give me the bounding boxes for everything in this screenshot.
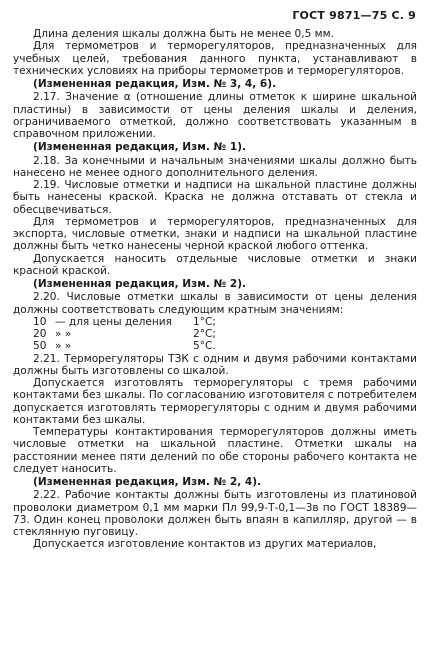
multiples-table bbox=[33, 316, 243, 353]
body-text bbox=[13, 28, 417, 551]
table-row bbox=[33, 316, 243, 328]
table-cell-result: 2°С; bbox=[193, 328, 216, 340]
amendment-note: (Измененная редакция, Изм. № 2). bbox=[33, 278, 247, 290]
table-cell-value: 10 bbox=[33, 315, 47, 328]
paragraph: Длина деления шкалы должна быть не менее 0,5 мм. bbox=[33, 28, 334, 40]
table-cell-value: 20 bbox=[33, 328, 47, 340]
table-row bbox=[33, 328, 243, 340]
amendment-note: (Измененная редакция, Изм. № 3, 4, 6). bbox=[33, 78, 277, 90]
paragraph: 2.18. За конечными и начальным значениями шкалы должно быть нанесено не менее одного дополнительного деления. bbox=[13, 154, 417, 179]
amendment-note: (Измененная редакция, Изм. № 2, 4). bbox=[33, 476, 262, 488]
amendment-note: (Измененная редакция, Изм. № 1). bbox=[33, 141, 247, 154]
table-cell-separator: » » bbox=[55, 328, 72, 340]
paragraph: 2.21. Терморегуляторы ТЗК с одним и двумя рабочими контактами должны быть изготовлены со шкалой. bbox=[13, 352, 417, 377]
paragraph: Для термометров и терморегуляторов, предназначенных для учебных целей, требования данного пункта, устанавливают в технических условиях на приборы термометров и терморегуляторов. bbox=[13, 40, 417, 77]
table-cell-result: 1°С; bbox=[193, 315, 216, 328]
paragraph: 2.17. Значение α (отношение длины отметок к ширине шкальной пластины) в зависимости от цены деления шкалы и деления, ограничиваемого отметкой, должно соответствовать указанным в справочном приложении. bbox=[13, 91, 417, 140]
table-cell-separator: — для цены деления bbox=[55, 315, 172, 328]
table-row bbox=[33, 340, 243, 352]
paragraph: 2.22. Рабочие контакты должны быть изготовлены из платиновой проволоки диаметром 0,1 мм марки Пл 99,9-Т-0,1—3в по ГОСТ 18389—73. Один конец проволоки должен быть впаян в капилляр, другой — в стеклянную пуговицу. bbox=[13, 489, 417, 538]
paragraph: Допускается изготовлять терморегуляторы с тремя рабочими контактами без шкалы. По согласованию изготовителя с потребителем допускается изготовлять терморегуляторы с одним и двумя рабочими контактами без шкалы. bbox=[13, 377, 417, 426]
paragraph: 2.19. Числовые отметки и надписи на шкальной пластине должны быть нанесены краской. Краска не должна отставать от стекла и обесцвечиваться. bbox=[13, 179, 417, 216]
paragraph: Для термометров и терморегуляторов, предназначенных для экспорта, числовые отметки, знаки и надписи на шкальной пластине должны быть четко нанесены черной краской любого оттенка. bbox=[13, 215, 417, 253]
paragraph: Допускается изготовление контактов из других материалов, bbox=[33, 538, 377, 551]
table-cell-value: 50 bbox=[33, 340, 47, 353]
paragraph: Допускается наносить отдельные числовые отметки и знаки красной краской. bbox=[13, 252, 417, 277]
paragraph: Температуры контактирования терморегуляторов должны иметь числовые отметки на шкальной пластине. Отметки шкалы на расстоянии менее пяти делений по обе стороны рабочего контакта не следует наносить. bbox=[13, 426, 417, 475]
page-header: ГОСТ 9871—75 С. 9 bbox=[292, 9, 416, 22]
paragraph: 2.20. Числовые отметки шкалы в зависимости от цены деления должны соответствовать следующим кратным значениям: bbox=[13, 291, 417, 316]
table-cell-separator: » » bbox=[55, 340, 72, 353]
table-cell-result: 5°С. bbox=[193, 340, 216, 353]
